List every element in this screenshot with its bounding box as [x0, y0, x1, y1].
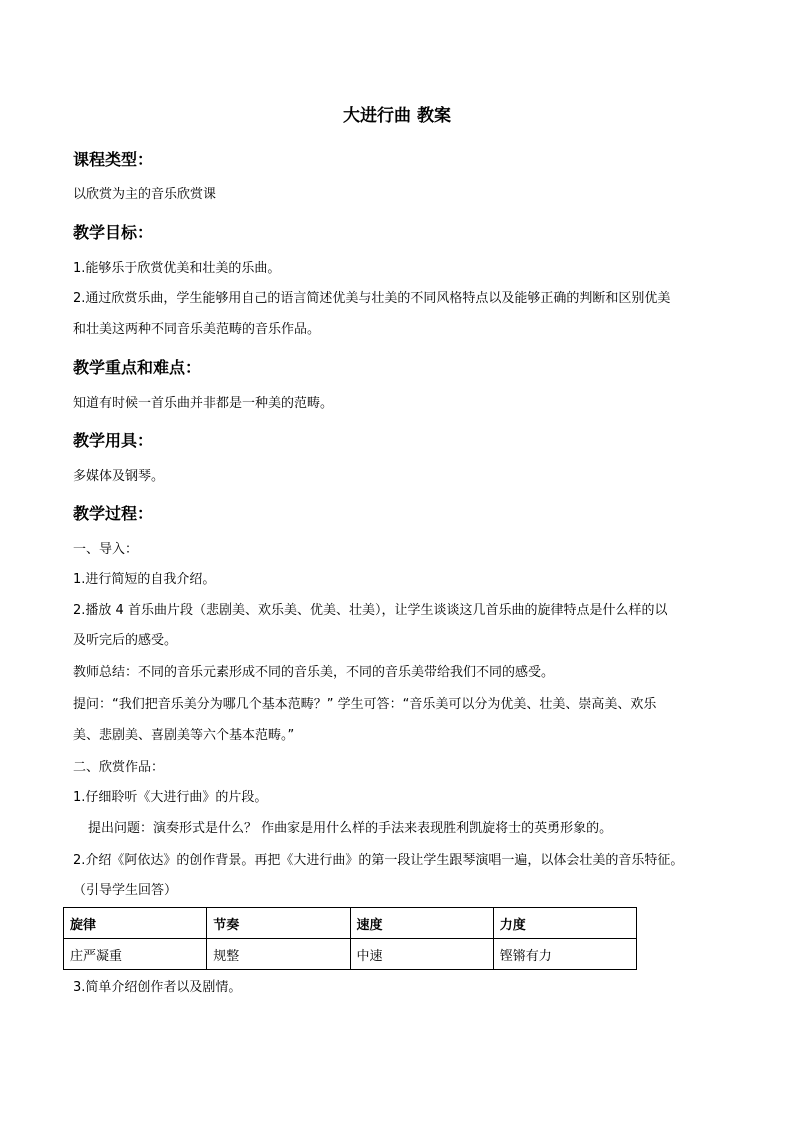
table-header-row — [64, 908, 637, 939]
process-part2-title: 二、欣赏作品： — [73, 760, 165, 775]
table-cell: 铿锵有力 — [493, 939, 636, 970]
heading-course-type: 课程类型： — [73, 150, 154, 169]
appreciation-step-2: 2.介绍《阿依达》的创作背景。再把《大进行曲》的第一段让学生跟琴演唱一遍，以体会壮美的音乐特征。 — [73, 853, 684, 868]
table-header-cell: 速度 — [350, 908, 493, 939]
teacher-summary: 教师总结：不同的音乐元素形成不同的音乐美，不同的音乐美带给我们不同的感受。 — [73, 665, 555, 680]
question-line-1: 提问：“我们把音乐美分为哪几个基本范畴？” 学生可答：“音乐美可以分为优美、壮美、崇高美、欢乐 — [73, 697, 657, 712]
heading-objectives: 教学目标： — [73, 223, 154, 242]
appreciation-step-1: 1.仔细聆听《大进行曲》的片段。 — [73, 790, 268, 805]
process-step-2-line-2: 及听完后的感受。 — [73, 633, 178, 648]
objective-2-line-2: 和壮美这两种不同音乐美范畴的音乐作品。 — [73, 322, 321, 337]
process-step-2-line-1: 2.播放 4 首乐曲片段（悲剧美、欢乐美、优美、壮美），让学生谈谈这几首乐曲的旋律特点是什么样的以 — [73, 603, 668, 618]
course-type-text: 以欣赏为主的音乐欣赏课 — [73, 187, 217, 202]
appreciation-step-2-note: （引导学生回答） — [73, 883, 178, 898]
key-points-text: 知道有时候一首乐曲并非都是一种美的范畴。 — [73, 396, 334, 411]
table-header-cell: 节奏 — [207, 908, 350, 939]
objective-2-line-1: 2.通过欣赏乐曲，学生能够用自己的语言简述优美与壮美的不同风格特点以及能够正确的判断和区别优美 — [73, 291, 671, 306]
process-part1-title: 一、导入： — [73, 542, 139, 557]
question-line-2: 美、悲剧美、喜剧美等六个基本范畴。” — [73, 728, 295, 743]
process-step-1: 1.进行简短的自我介绍。 — [73, 572, 216, 587]
table-header-cell: 旋律 — [64, 908, 207, 939]
heading-tools: 教学用具： — [73, 431, 154, 450]
table-header-cell: 力度 — [493, 908, 636, 939]
table-row — [64, 939, 637, 970]
table-cell: 规整 — [207, 939, 350, 970]
music-features-table — [63, 907, 637, 970]
page-title: 大进行曲 教案 — [343, 106, 451, 126]
objective-1: 1.能够乐于欣赏优美和壮美的乐曲。 — [73, 261, 281, 276]
heading-process: 教学过程： — [73, 504, 154, 523]
appreciation-step-1-question: 提出问题：演奏形式是什么？ 作曲家是用什么样的手法来表现胜利凯旋将士的英勇形象的。 — [88, 821, 613, 836]
tools-text: 多媒体及钢琴。 — [73, 469, 165, 484]
appreciation-step-3: 3.简单介绍创作者以及剧情。 — [73, 980, 242, 995]
table-cell: 庄严凝重 — [64, 939, 207, 970]
table-cell: 中速 — [350, 939, 493, 970]
heading-key-points: 教学重点和难点： — [73, 358, 202, 377]
